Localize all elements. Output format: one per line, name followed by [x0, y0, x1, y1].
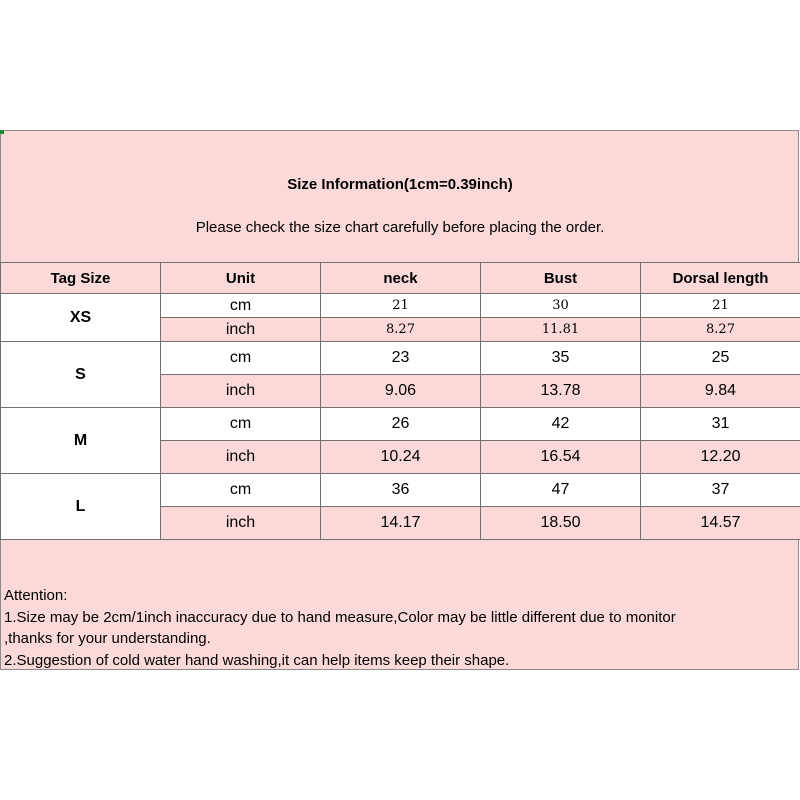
attention-line-3: 2.Suggestion of cold water hand washing,it can help items keep their shape.	[4, 651, 510, 669]
bust-cell: 30	[481, 294, 641, 318]
bust-cell: 11.81	[481, 318, 641, 342]
header-tag-size: Tag Size	[1, 263, 161, 294]
header-unit: Unit	[161, 263, 321, 294]
dorsal-length-cell: 12.20	[641, 441, 800, 474]
table-header-row	[1, 263, 800, 294]
neck-cell: 14.17	[321, 507, 481, 540]
neck-cell: 21	[321, 294, 481, 318]
bust-cell: 47	[481, 474, 641, 507]
corner-accent	[0, 130, 4, 134]
unit-cell: cm	[161, 294, 321, 318]
dorsal-length-cell: 14.57	[641, 507, 800, 540]
header-neck: neck	[321, 263, 481, 294]
neck-cell: 8.27	[321, 318, 481, 342]
unit-cell: cm	[161, 408, 321, 441]
bust-cell: 16.54	[481, 441, 641, 474]
table-row	[1, 342, 800, 375]
tag-size-cell: L	[1, 474, 161, 540]
size-table	[0, 262, 800, 540]
header-bust: Bust	[481, 263, 641, 294]
table-row	[1, 408, 800, 441]
attention-heading: Attention:	[4, 587, 68, 604]
table-row	[1, 474, 800, 507]
dorsal-length-cell: 8.27	[641, 318, 800, 342]
tag-size-cell: S	[1, 342, 161, 408]
tag-size-cell: M	[1, 408, 161, 474]
unit-cell: inch	[161, 375, 321, 408]
unit-cell: cm	[161, 474, 321, 507]
dorsal-length-cell: 37	[641, 474, 800, 507]
bust-cell: 35	[481, 342, 641, 375]
page-subtitle: Please check the size chart carefully before placing the order.	[195, 219, 605, 236]
dorsal-length-cell: 21	[641, 294, 800, 318]
neck-cell: 26	[321, 408, 481, 441]
bust-cell: 13.78	[481, 375, 641, 408]
neck-cell: 10.24	[321, 441, 481, 474]
neck-cell: 36	[321, 474, 481, 507]
header-dorsal-length: Dorsal length	[641, 263, 800, 294]
bust-cell: 42	[481, 408, 641, 441]
neck-cell: 9.06	[321, 375, 481, 408]
bust-cell: 18.50	[481, 507, 641, 540]
dorsal-length-cell: 9.84	[641, 375, 800, 408]
dorsal-length-cell: 25	[641, 342, 800, 375]
attention-line-1: 1.Size may be 2cm/1inch inaccuracy due to hand measure,Color may be little different due to monitor	[4, 608, 676, 626]
unit-cell: inch	[161, 441, 321, 474]
dorsal-length-cell: 31	[641, 408, 800, 441]
unit-cell: inch	[161, 318, 321, 342]
tag-size-cell: XS	[1, 294, 161, 342]
neck-cell: 23	[321, 342, 481, 375]
unit-cell: inch	[161, 507, 321, 540]
attention-notes	[4, 585, 794, 671]
attention-line-2: ,thanks for your understanding.	[4, 630, 211, 647]
unit-cell: cm	[161, 342, 321, 375]
page-title: Size Information(1cm=0.39inch)	[287, 176, 513, 193]
table-row	[1, 294, 800, 318]
